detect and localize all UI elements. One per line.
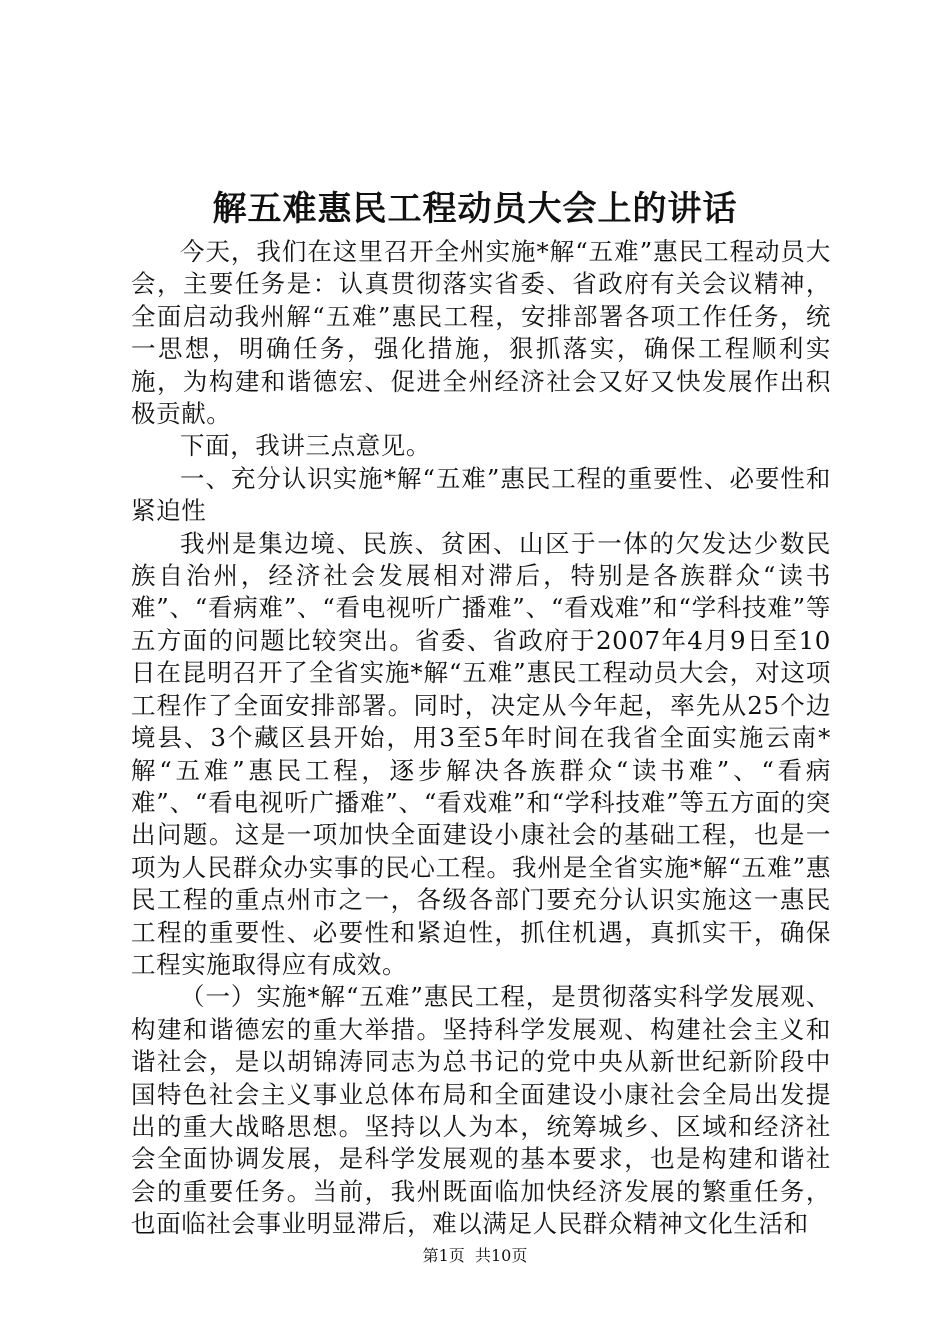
document-title: 解五难惠民工程动员大会上的讲话 bbox=[212, 189, 738, 229]
section-heading-1: 一、充分认识实施*解“五难”惠民工程的重要性、必要性和紧迫性 bbox=[131, 463, 831, 526]
paragraph-subsection-1: （一）实施*解“五难”惠民工程，是贯彻落实科学发展观、构建和谐德宏的重大举措。坚持科学发展观、构建社会主义和谐社会，是以胡锦涛同志为总书记的党中央从新世纪新阶段中国特色社会主义事业总体布局和全面建设小康社会全局出发提出的重大战略思想。坚持以人为本，统筹城乡、区域和经济社会全面协调发展，是科学发展观的基本要求，也是构建和谐社会的重要任务。当前，我州既面临加快经济发展的繁重任务，也面临社会事业明显滞后，难以满足人民群众精神文化生活和 bbox=[131, 982, 831, 1239]
page-total: 共10页 bbox=[474, 1246, 528, 1265]
page-number: 第1页 bbox=[422, 1246, 465, 1265]
page-footer bbox=[0, 1245, 950, 1267]
paragraph-background: 我州是集边境、民族、贫困、山区于一体的欠发达少数民族自治州，经济社会发展相对滞后，特别是各族群众“读书难”、“看病难”、“看电视听广播难”、“看戏难”和“学科技难”等五方面的问题比较突出。省委、省政府于2007年4月9日至10日在昆明召开了全省实施*解“五难”惠民工程动员大会，对这项工程作了全面安排部署。同时，决定从今年起，率先从25个边境县、3个藏区县开始，用3至5年时间在我省全面实施云南*解“五难”惠民工程，逐步解决各族群众“读书难”、“看病难”、“看电视听广播难”、“看戏难”和“学科技难”等五方面的突出问题。这是一项加快全面建设小康社会的基础工程，也是一项为人民群众办实事的民心工程。我州是全省实施*解“五难”惠民工程的重点州市之一，各级各部门要充分认识实施这一惠民工程的重要性、必要性和紧迫性，抓住机遇，真抓实干，确保工程实施取得应有成效。 bbox=[131, 528, 831, 979]
document-body bbox=[131, 236, 831, 1241]
paragraph-intro: 今天，我们在这里召开全州实施*解“五难”惠民工程动员大会，主要任务是：认真贯彻落实省委、省政府有关会议精神，全面启动我州解“五难”惠民工程，安排部署各项工作任务，统一思想，明确任务，强化措施，狠抓落实，确保工程顺利实施，为构建和谐德宏、促进全州经济社会又好又快发展作出积极贡献。 bbox=[131, 237, 831, 429]
paragraph-outline: 下面，我讲三点意见。 bbox=[180, 431, 431, 461]
